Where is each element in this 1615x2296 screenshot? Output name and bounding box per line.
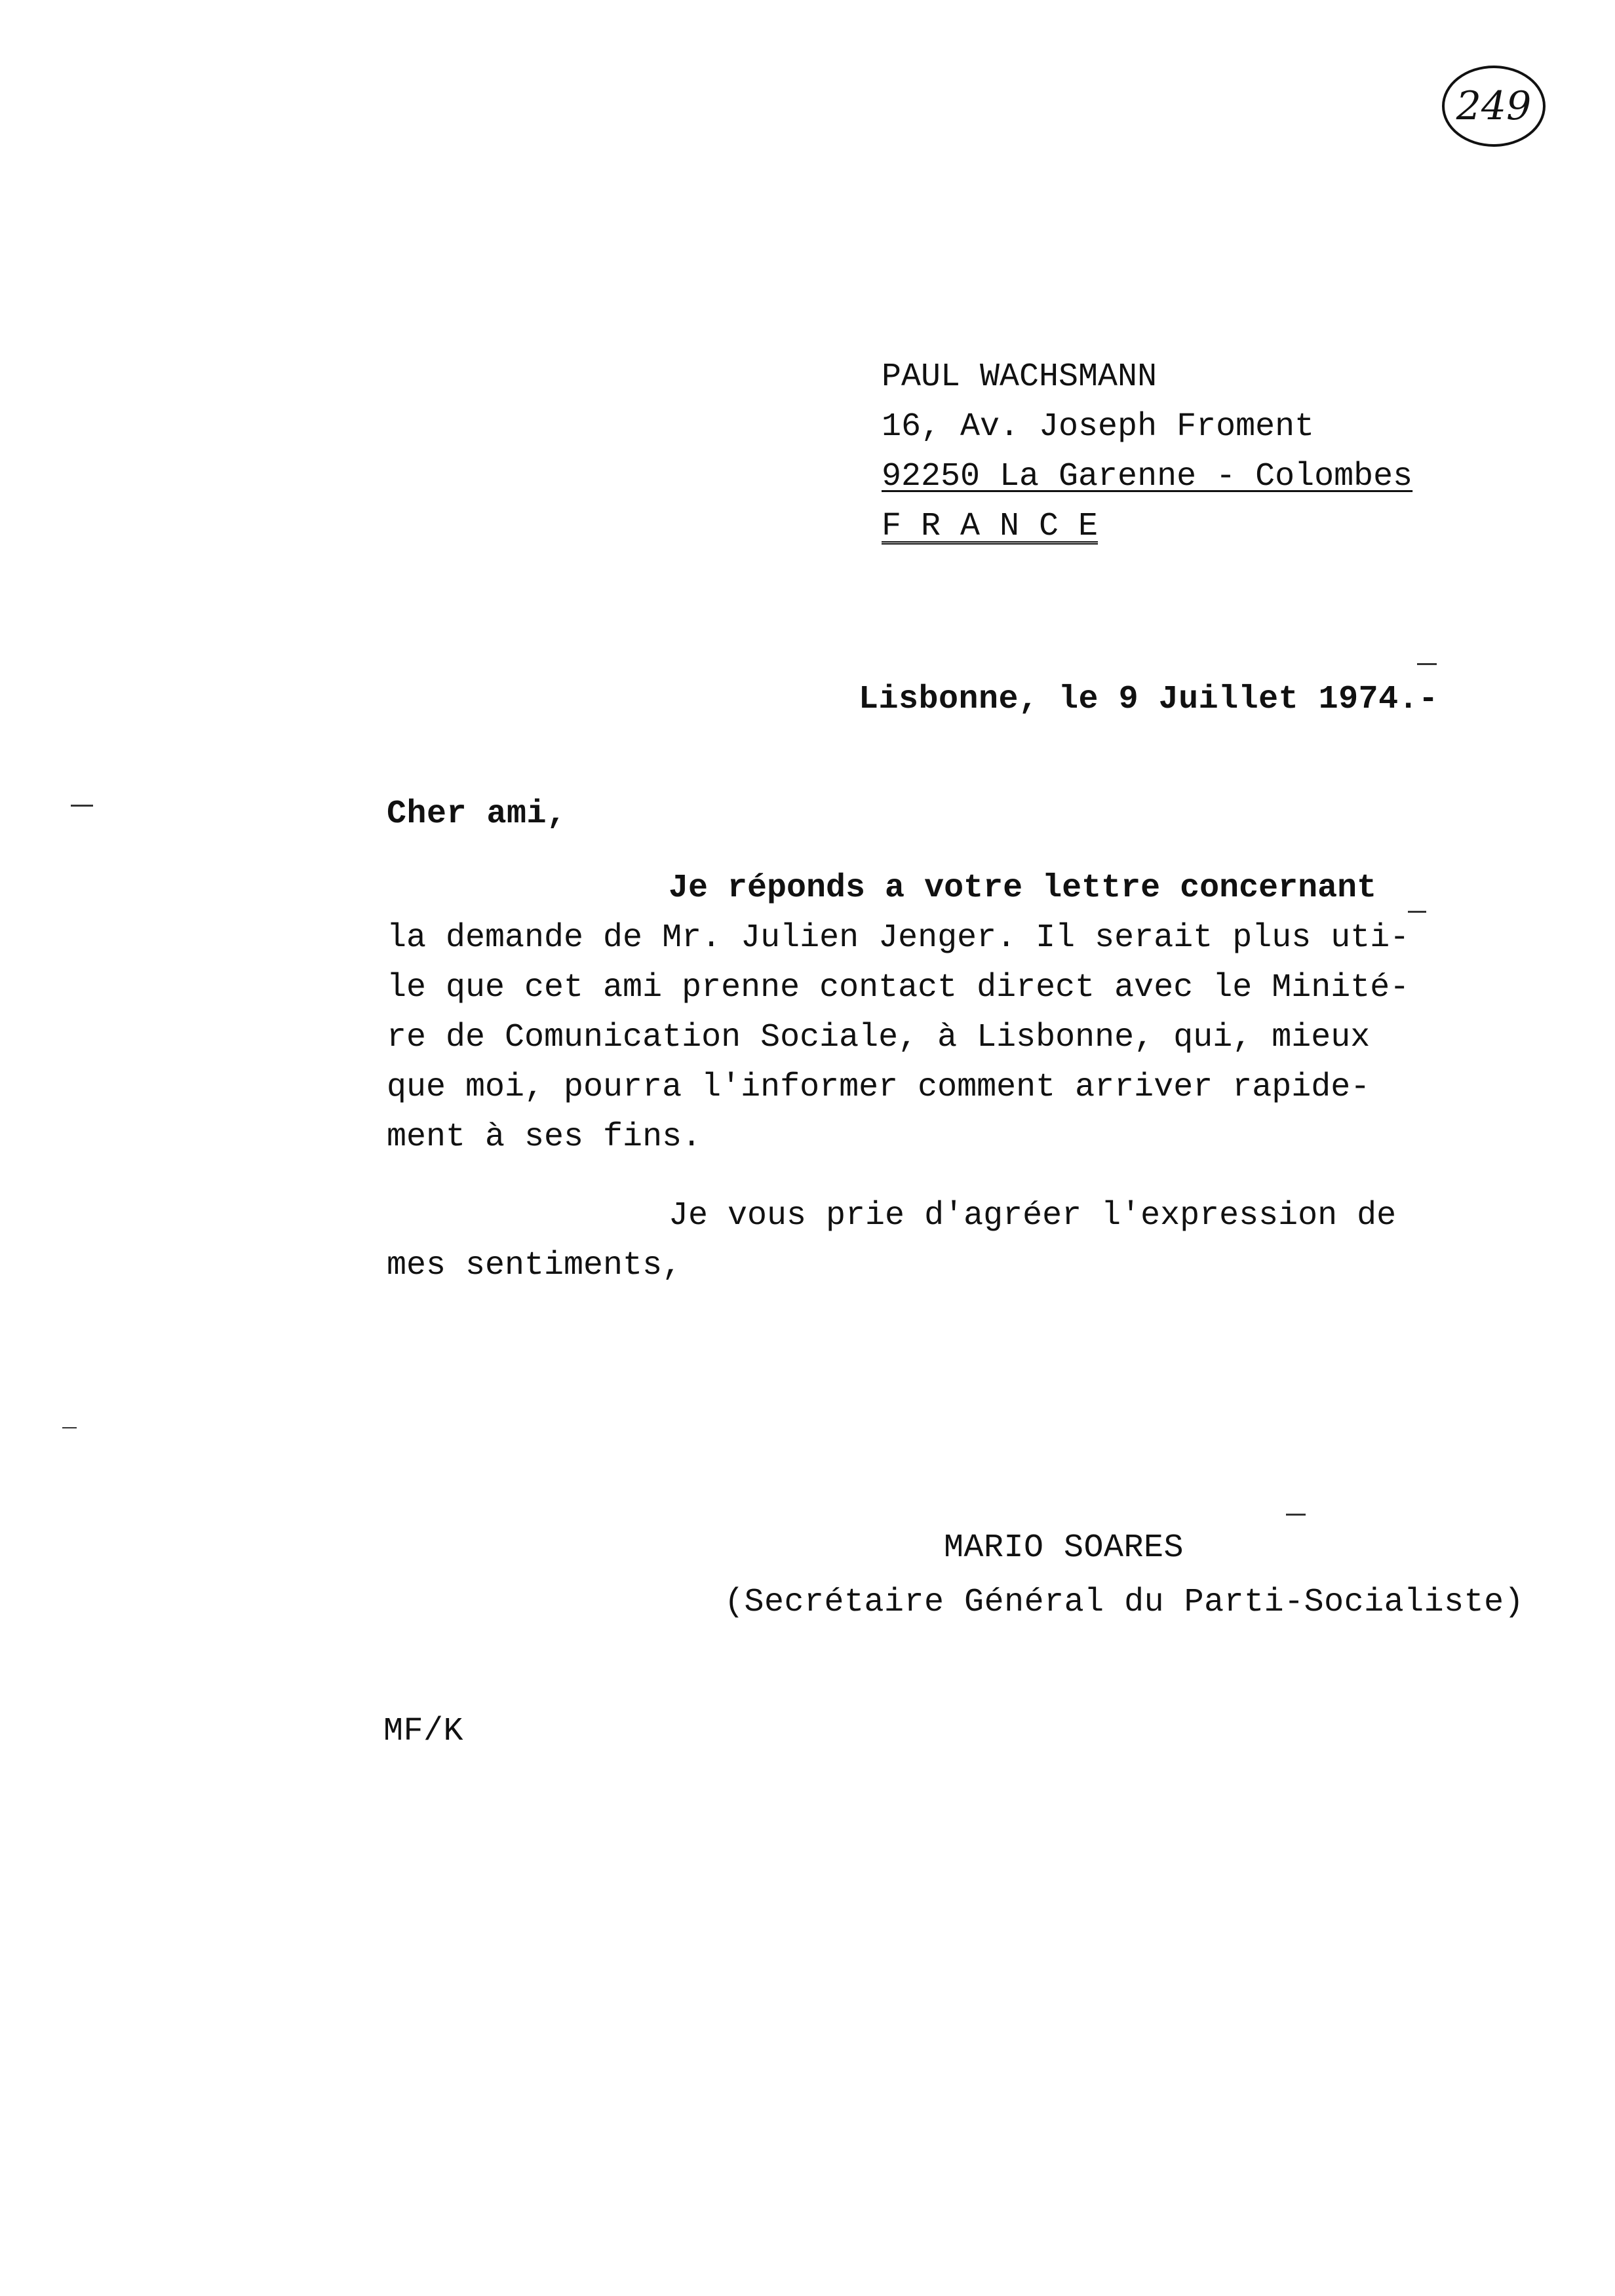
body-line: la demande de Mr. Julien Jenger. Il serait plus uti- [387,919,1410,957]
recipient-name: PAUL WACHSMANN [882,358,1158,396]
reference-initials: MF/K [383,1713,464,1750]
recipient-address [882,353,1412,552]
salutation: Cher ami, [387,795,567,833]
letter-body [387,864,1449,1162]
closing-paragraph [387,1191,1396,1291]
signature-name: MARIO SOARES [944,1529,1184,1567]
recipient-country: F R A N C E [882,508,1099,545]
stray-mark [1408,911,1426,913]
stray-mark [71,805,93,807]
body-line: ment à ses fins. [387,1119,702,1156]
date-line: Lisbonne, le 9 Juillet 1974.- [859,681,1439,718]
signature-title: (Secrétaire Général du Parti-Socialiste) [724,1584,1525,1621]
stray-mark [62,1427,77,1428]
stray-mark [1286,1514,1306,1516]
closing-line: Je vous prie d'agréer l'expression de [669,1197,1397,1234]
page-number-stamp: 249 [1442,66,1546,147]
body-line: que moi, pourra l'informer comment arriver rapide- [387,1069,1371,1106]
recipient-city: 92250 La Garenne - Colombes [882,458,1413,495]
stray-mark [1417,663,1437,665]
closing-line: mes sentiments, [387,1247,682,1284]
recipient-street: 16, Av. Joseph Froment [882,408,1315,446]
body-line: Je réponds a votre lettre concernant [669,870,1377,907]
body-line: re de Comunication Sociale, à Lisbonne, qui, mieux [387,1019,1371,1056]
body-line: le que cet ami prenne contact direct avec le Minité- [387,969,1410,1006]
